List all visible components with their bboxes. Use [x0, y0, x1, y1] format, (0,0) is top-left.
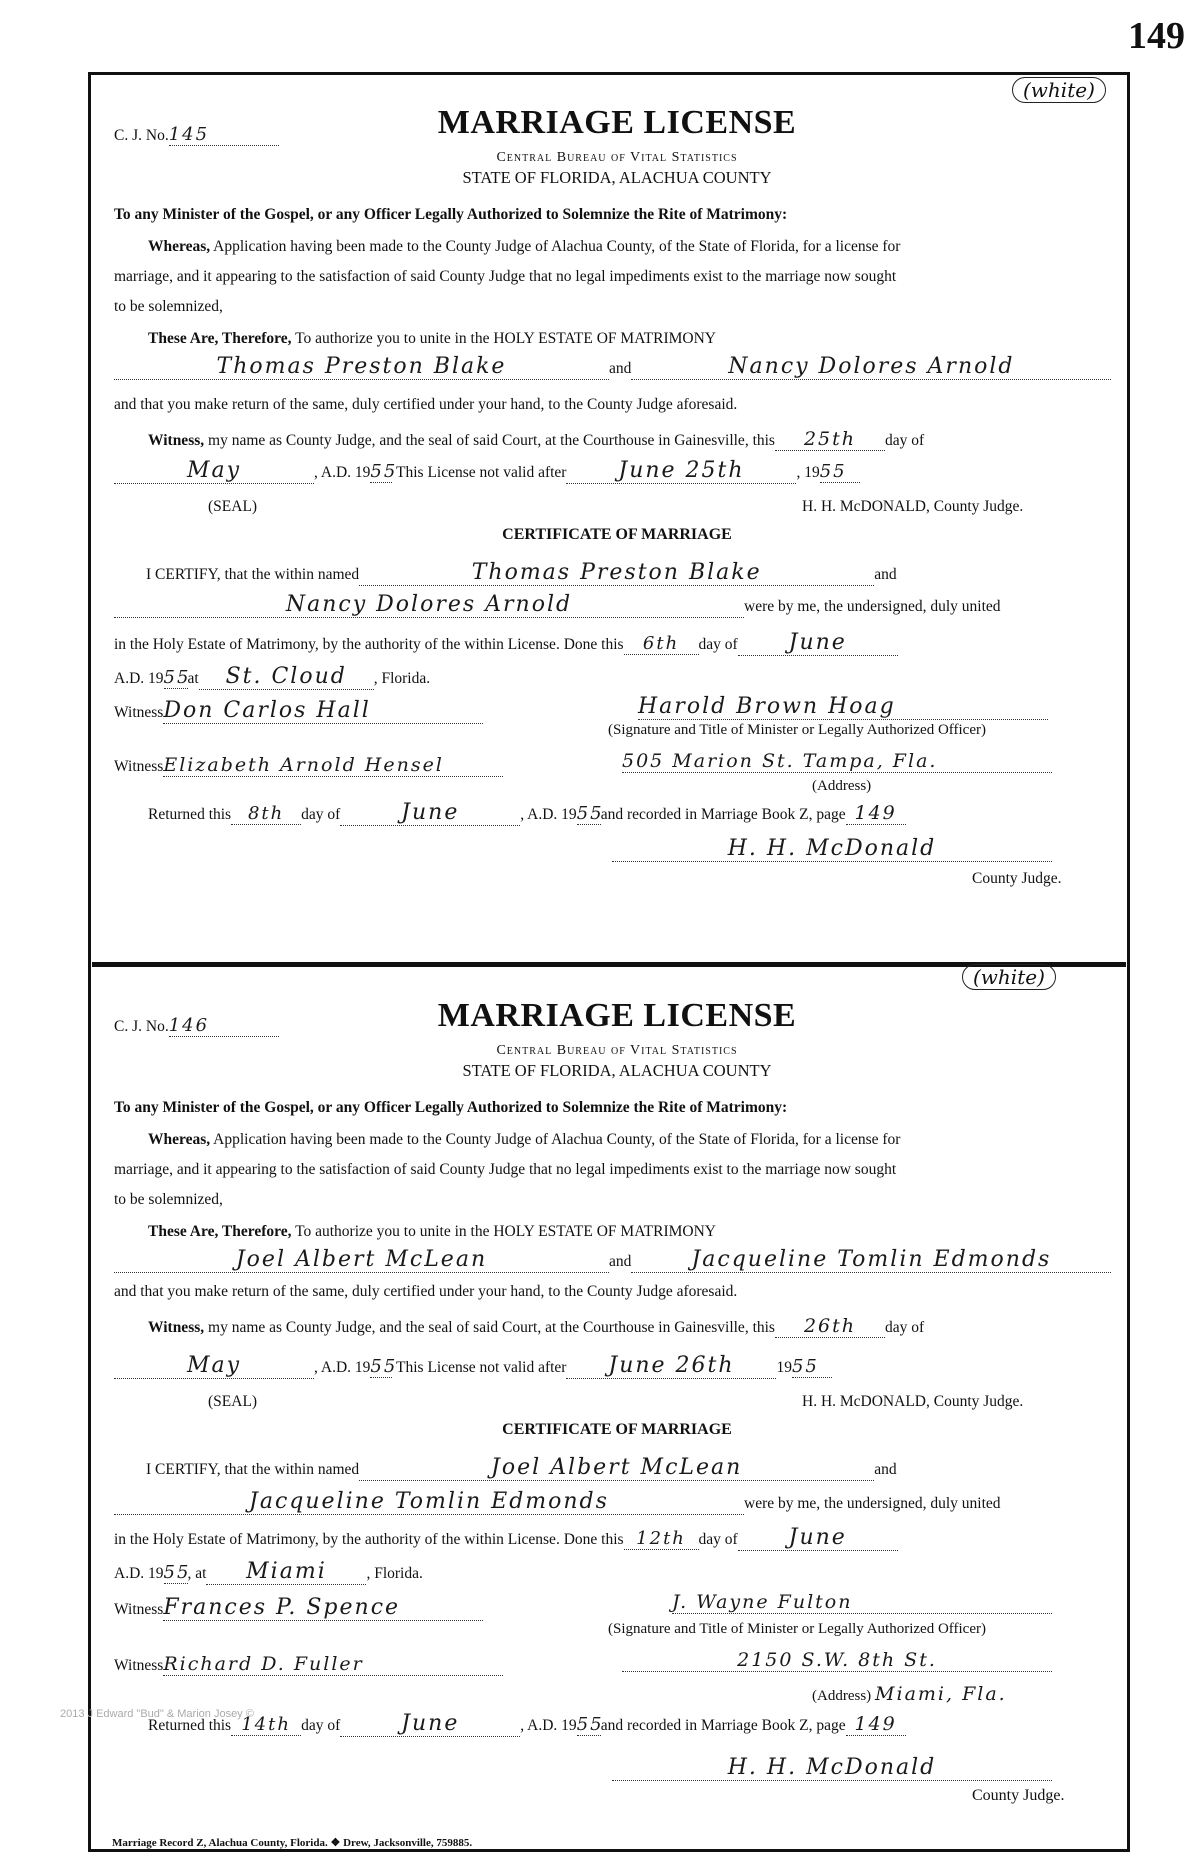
whereas-label: Whereas,: [148, 1131, 211, 1148]
certify-label: I CERTIFY, that the within named: [146, 566, 360, 583]
recorded-label: and recorded in Marriage Book Z, page: [600, 1717, 846, 1734]
valid-year: 55: [820, 461, 860, 483]
florida-label: , Florida.: [366, 1565, 423, 1582]
judge-signature: H. H. McDonald: [612, 836, 1052, 862]
whereas-text-2: marriage, and it appearing to the satisfaction of said County Judge that no legal impediments exist to the marriage now sought: [114, 1161, 897, 1178]
signature-caption: (Signature and Title of Minister or Legally Authorized Officer): [608, 1621, 986, 1637]
certificate-title: CERTIFICATE OF MARRIAGE: [502, 1421, 732, 1438]
cert-bride: Nancy Dolores Arnold: [114, 592, 744, 618]
certificate-title: CERTIFICATE OF MARRIAGE: [502, 526, 732, 543]
returned-month: June: [340, 800, 520, 826]
witness2-signature: Richard D. Fuller: [163, 1653, 503, 1676]
witness1-signature: Don Carlos Hall: [163, 698, 483, 724]
holy-estate-line: in the Holy Estate of Matrimony, by the authority of the within License. Done this: [114, 1531, 624, 1548]
return-line: and that you make return of the same, duly certified under your hand, to the County Judge aforesaid.: [114, 1283, 738, 1300]
book-page: 149: [846, 1713, 906, 1736]
license-title: MARRIAGE LICENSE: [437, 104, 797, 141]
issue-year: 55: [370, 461, 398, 482]
signature-caption: (Signature and Title of Minister or Legally Authorized Officer): [608, 722, 986, 738]
ad-label: , A.D. 19: [314, 1359, 371, 1376]
holy-estate-line: in the Holy Estate of Matrimony, by the authority of the within License. Done this: [114, 636, 624, 653]
done-day: 6th: [624, 633, 699, 655]
done-day: 12th: [624, 1528, 699, 1550]
return-line: and that you make return of the same, duly certified under your hand, to the County Judge aforesaid.: [114, 396, 738, 413]
witness-text: my name as County Judge, and the seal of said Court, at the Courthouse in Gainesville, this: [208, 1319, 775, 1336]
cj-number: 146: [169, 1015, 279, 1037]
address-line: To any Minister of the Gospel, or any Officer Legally Authorized to Solemnize the Rite of Matrimony:: [114, 206, 788, 223]
witness1-signature: Frances P. Spence: [163, 1595, 483, 1621]
minister-address: 2150 S.W. 8th St.: [622, 1649, 1052, 1672]
valid-until: June 26th: [566, 1353, 776, 1379]
seal-label: (SEAL): [208, 498, 258, 515]
whereas-text-2: marriage, and it appearing to the satisfaction of said County Judge that no legal impediments exist to the marriage now sought: [114, 268, 897, 285]
united-label: were by me, the undersigned, duly united: [744, 598, 1001, 615]
at-label: , at: [187, 1565, 207, 1582]
ad2-label: A.D. 19: [114, 670, 164, 687]
returned-label: Returned this: [148, 1717, 232, 1734]
day-of-label: day of: [884, 1319, 925, 1336]
seal-label: (SEAL): [208, 1393, 258, 1410]
cj-label: C. J. No.: [114, 127, 169, 144]
cert-and: and: [874, 1461, 897, 1478]
marriage-license-145: [112, 70, 1122, 960]
minister-city: Miami, Fla.: [875, 1683, 1007, 1705]
whereas-text-3: to be solemnized,: [114, 298, 223, 315]
state-county: STATE OF FLORIDA, ALACHUA COUNTY: [462, 168, 772, 187]
bride-name: Jacqueline Tomlin Edmonds: [631, 1247, 1111, 1273]
marriage-place: St. Cloud: [199, 664, 374, 690]
done-year: 55: [163, 667, 191, 688]
returned-day-of: day of: [301, 1717, 341, 1734]
marriage-license-146: [112, 965, 1122, 1845]
valid-until: June 25th: [566, 458, 796, 484]
day-of-label: day of: [884, 432, 925, 449]
returned-year: 55: [576, 803, 604, 824]
issue-year: 55: [370, 1356, 398, 1377]
valid-year: 55: [792, 1356, 832, 1378]
groom-name: Joel Albert McLean: [114, 1247, 609, 1273]
state-county: STATE OF FLORIDA, ALACHUA COUNTY: [462, 1061, 772, 1080]
issue-day: 26th: [775, 1315, 885, 1338]
done-month: June: [738, 1525, 898, 1551]
returned-month: June: [340, 1711, 520, 1737]
valid-19-label: , 19: [796, 464, 820, 481]
cert-bride: Jacqueline Tomlin Edmonds: [114, 1489, 744, 1515]
united-label: were by me, the undersigned, duly united: [744, 1495, 1001, 1512]
race-note: (white): [1012, 77, 1106, 103]
cj-number: 145: [169, 124, 279, 146]
copyright-watermark: 2013 J Edward "Bud" & Marion Josey ©: [60, 1708, 254, 1720]
minister-signature: Harold Brown Hoag: [638, 694, 1048, 720]
witness2-label: Witness: [114, 1657, 164, 1674]
bureau-name: Central Bureau of Vital Statistics: [496, 1043, 738, 1058]
not-valid-label: This License not valid after: [396, 464, 567, 481]
book-page: 149: [846, 802, 906, 825]
not-valid-label: This License not valid after: [396, 1359, 567, 1376]
minister-address: 505 Marion St. Tampa, Fla.: [622, 750, 1052, 773]
address-caption: (Address): [812, 778, 872, 794]
race-note: (white): [962, 964, 1056, 990]
whereas-text-3: to be solemnized,: [114, 1191, 223, 1208]
witness2-label: Witness: [114, 758, 164, 775]
witness-label: Witness,: [148, 432, 205, 449]
address-line: To any Minister of the Gospel, or any Officer Legally Authorized to Solemnize the Rite of Matrimony:: [114, 1099, 788, 1116]
returned-day: 8th: [231, 803, 301, 825]
county-judge-label: County Judge.: [972, 870, 1062, 887]
done-day-of: day of: [698, 1531, 738, 1548]
bureau-name: Central Bureau of Vital Statistics: [496, 150, 738, 165]
florida-label: , Florida.: [373, 670, 431, 687]
done-month: June: [738, 630, 898, 656]
these-are-text: To authorize you to unite in the HOLY ESTATE OF MATRIMONY: [295, 330, 717, 347]
groom-name: Thomas Preston Blake: [114, 354, 609, 380]
cert-groom: Joel Albert McLean: [359, 1455, 874, 1481]
these-are-label: These Are, Therefore,: [148, 330, 292, 347]
county-judge-name: H. H. McDONALD, County Judge.: [802, 1393, 1024, 1410]
county-judge-name: H. H. McDONALD, County Judge.: [802, 498, 1024, 515]
page-number: 149: [1128, 15, 1185, 57]
returned-day: 14th: [231, 1714, 301, 1736]
record-footer: Marriage Record Z, Alachua County, Florida. ❖ Drew, Jacksonville, 759885.: [112, 1837, 473, 1849]
at-label: at: [187, 670, 199, 687]
done-year: 55: [163, 1562, 191, 1583]
returned-ad: , A.D. 19: [520, 1717, 577, 1734]
witness1-label: Witness: [114, 1601, 164, 1618]
cj-label: C. J. No.: [114, 1018, 169, 1035]
returned-day-of: day of: [301, 806, 341, 823]
returned-ad: , A.D. 19: [520, 806, 577, 823]
recorded-label: and recorded in Marriage Book Z, page: [600, 806, 846, 823]
returned-year: 55: [576, 1714, 604, 1735]
witness-label: Witness,: [148, 1319, 205, 1336]
and-label: and: [609, 1253, 632, 1270]
ad2-label: A.D. 19: [114, 1565, 164, 1582]
issue-month: May: [114, 1353, 314, 1379]
cert-and: and: [874, 566, 897, 583]
county-judge-label: County Judge.: [972, 1787, 1065, 1804]
license-title: MARRIAGE LICENSE: [437, 997, 797, 1034]
certify-label: I CERTIFY, that the within named: [146, 1461, 360, 1478]
judge-signature: H. H. McDonald: [612, 1755, 1052, 1781]
whereas-text-1: Application having been made to the County Judge of Alachua County, of the State of Florida, for a license for: [213, 1131, 901, 1148]
issue-month: May: [114, 458, 314, 484]
issue-day: 25th: [775, 428, 885, 451]
and-label: and: [609, 360, 632, 377]
cert-groom: Thomas Preston Blake: [359, 560, 874, 586]
done-day-of: day of: [698, 636, 738, 653]
bride-name: Nancy Dolores Arnold: [631, 354, 1111, 380]
witness-text: my name as County Judge, and the seal of said Court, at the Courthouse in Gainesville, this: [208, 432, 775, 449]
these-are-label: These Are, Therefore,: [148, 1223, 292, 1240]
witness2-signature: Elizabeth Arnold Hensel: [163, 754, 503, 777]
witness1-label: Witness: [114, 704, 164, 721]
whereas-text-1: Application having been made to the County Judge of Alachua County, of the State of Florida, for a license for: [213, 238, 901, 255]
marriage-place: Miami: [206, 1559, 366, 1585]
whereas-label: Whereas,: [148, 238, 211, 255]
these-are-text: To authorize you to unite in the HOLY ESTATE OF MATRIMONY: [295, 1223, 717, 1240]
returned-label: Returned this: [148, 806, 232, 823]
valid-19-label: 19: [776, 1359, 792, 1376]
minister-signature: J. Wayne Fulton: [672, 1591, 1052, 1614]
ad-label: , A.D. 19: [314, 464, 371, 481]
address-caption: (Address): [812, 1688, 872, 1704]
